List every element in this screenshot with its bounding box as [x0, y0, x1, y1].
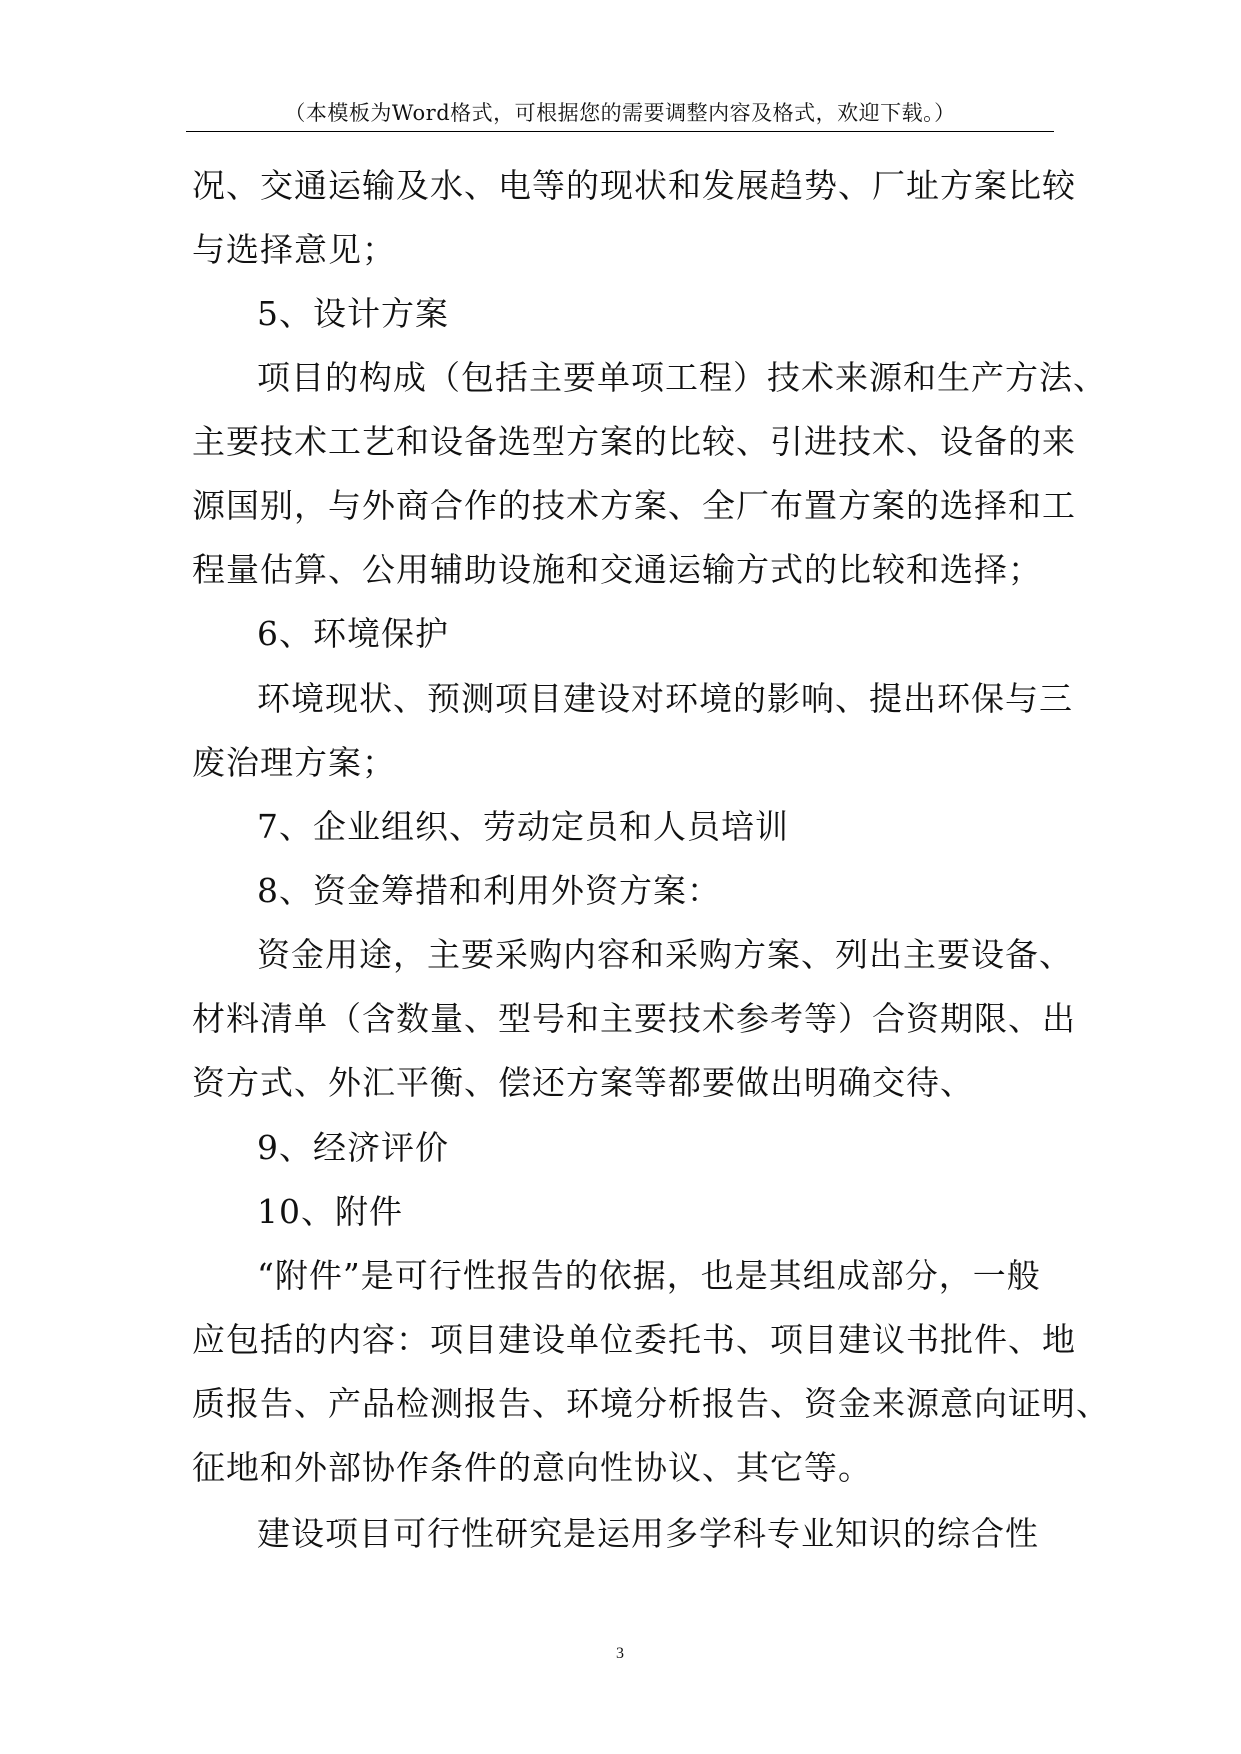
- page-header-note: （本模板为Word格式，可根据您的需要调整内容及格式，欢迎下载。）: [284, 101, 956, 125]
- section-heading-8: 8、资金筹措和利用外资方案：: [257, 871, 721, 910]
- section-heading-10: 10、附件: [257, 1192, 403, 1231]
- body-line: 与选择意见；: [192, 230, 396, 269]
- section-heading-6: 6、环境保护: [257, 614, 449, 653]
- body-line: 源国别，与外商合作的技术方案、全厂布置方案的选择和工: [192, 486, 1076, 525]
- body-line: 项目的构成（包括主要单项工程）技术来源和生产方法、: [257, 358, 1107, 397]
- body-line: 况、交通运输及水、电等的现状和发展趋势、厂址方案比较: [192, 166, 1076, 205]
- body-line: 资金用途，主要采购内容和采购方案、列出主要设备、: [257, 935, 1073, 974]
- body-line: 应包括的内容：项目建设单位委托书、项目建议书批件、地: [192, 1320, 1076, 1359]
- body-line: 材料清单（含数量、型号和主要技术参考等）合资期限、出: [192, 999, 1076, 1038]
- body-line: “附件”是可行性报告的依据，也是其组成部分，一般: [257, 1256, 1041, 1295]
- body-line: 质报告、产品检测报告、环境分析报告、资金来源意向证明、: [192, 1384, 1110, 1423]
- header-divider: [186, 131, 1054, 132]
- body-line: 建设项目可行性研究是运用多学科专业知识的综合性: [257, 1514, 1039, 1553]
- section-heading-9: 9、经济评价: [257, 1128, 449, 1167]
- body-line: 环境现状、预测项目建设对环境的影响、提出环保与三: [257, 679, 1073, 718]
- body-line: 资方式、外汇平衡、偿还方案等都要做出明确交待、: [192, 1063, 974, 1102]
- page-number: 3: [616, 1645, 624, 1662]
- body-line: 征地和外部协作条件的意向性协议、其它等。: [192, 1448, 872, 1487]
- body-line: 程量估算、公用辅助设施和交通运输方式的比较和选择；: [192, 550, 1042, 589]
- body-line: 废治理方案；: [192, 743, 396, 782]
- section-heading-7: 7、企业组织、劳动定员和人员培训: [257, 807, 789, 846]
- section-heading-5: 5、设计方案: [257, 294, 449, 333]
- body-line: 主要技术工艺和设备选型方案的比较、引进技术、设备的来: [192, 422, 1076, 461]
